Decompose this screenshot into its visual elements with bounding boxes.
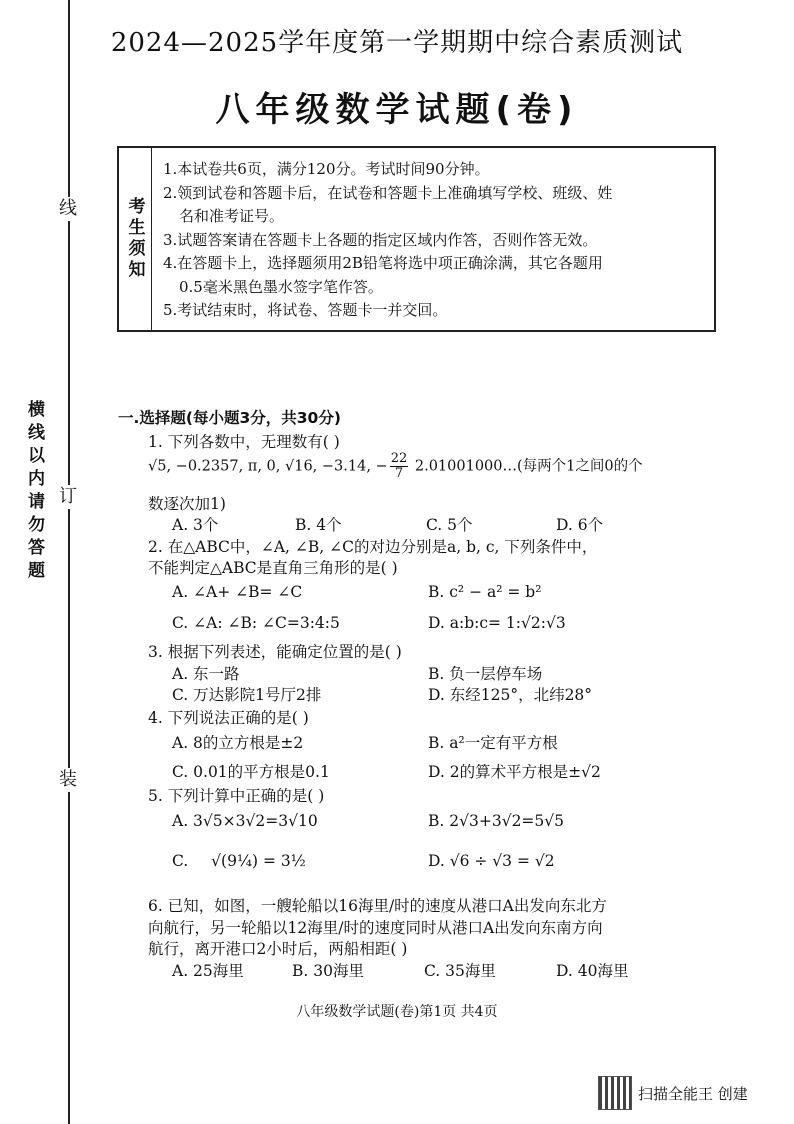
option-d: D. 2的算术平方根是±√2 [428,763,601,781]
option-b: B. 2√3+3√2=5√5 [428,812,565,830]
candidate-notice-box [117,146,716,332]
option-d: D. 6个 [556,516,604,534]
question-5-stem: 5. 下列计算中正确的是( ) [148,787,325,805]
section-title: 一.选择题(每小题3分，共30分) [118,409,341,427]
option-d: D. a:b:c= 1:√2:√3 [428,614,566,632]
option-a: A. ∠A+ ∠B= ∠C [172,583,303,601]
notice-item: 4.在答题卡上，选择题须用2B铅笔将选中项正确涂满，其它各题用 [163,254,603,272]
option-c [172,852,306,870]
option-b: B. 30海里 [292,962,364,980]
option-a: A. 3个 [172,516,219,534]
exam-subtitle: 八年级数学试题(卷) [215,90,579,130]
question-6-line1: 6. 已知，如图，一艘轮船以16海里/时的速度从港口A出发向东北方 [148,897,607,915]
option-b: B. 负一层停车场 [428,665,543,683]
page-footer: 八年级数学试题(卷)第1页 共4页 [296,1004,498,1020]
question-3-stem: 3. 根据下列表述，能确定位置的是( ) [148,643,402,661]
fraction-denominator: 7 [394,466,404,481]
option-a: A. 25海里 [172,962,244,980]
fraction [390,452,409,481]
question-1-continuation: 数逐次加1) [148,495,226,513]
notice-heading: 考生须知 [119,148,152,330]
margin-label-xian: 线 [56,197,80,221]
exam-title: 2024—2025学年度第一学期期中综合素质测试 [110,28,684,58]
option-c: C. 5个 [426,516,473,534]
question-6-line2: 向航行，另一轮船以12海里/时的速度同时从港口A出发向东南方向 [148,919,603,937]
question-6-line3: 航行，离开港口2小时后，两船相距( ) [148,940,408,958]
option-b: B. c² − a² = b² [428,583,542,601]
option-b: B. a²一定有平方根 [428,734,558,752]
option-c: C. 0.01的平方根是0.1 [172,763,330,781]
notice-item: 名和准考证号。 [179,207,285,225]
option-c-expression: √(9¼) = 3½ [211,852,306,870]
option-d: D. √6 ÷ √3 = √2 [428,852,555,870]
option-c: C. 35海里 [424,962,496,980]
option-d: D. 40海里 [556,962,629,980]
option-c: C. ∠A: ∠B: ∠C=3:4:5 [172,614,340,632]
option-a: A. 8的立方根是±2 [172,734,304,752]
notice-item: 2.领到试卷和答题卡后，在试卷和答题卡上准确填写学校、班级、姓 [163,183,613,202]
scanner-watermark: 扫描全能王 创建 [638,1085,748,1103]
question-1-number-list [148,452,643,481]
option-d: D. 东经125°，北纬28° [428,686,593,704]
notice-list [163,158,708,323]
notice-item: 3.试题答案请在答题卡上各题的指定区域内作答，否则作答无效。 [163,230,598,249]
question-2-stem: 2. 在△ABC中，∠A, ∠B, ∠C的对边分别是a, b, c, 下列条件中， [148,538,598,556]
option-c: C. 万达影院1号厅2排 [172,686,322,704]
question-2-stem-line2: 不能判定△ABC是直角三角形的是( ) [148,559,398,577]
notice-item: 0.5毫米黑色墨水签字笔作答。 [179,277,383,296]
margin-vertical-note: 横线以内请勿答题 [24,400,44,584]
notice-item: 5.考试结束时，将试卷、答题卡一并交回。 [163,301,448,319]
margin-label-zhuang: 装 [56,768,80,792]
number-list-part: √5, −0.2357, π, 0, √16, −3.14, − [148,458,388,475]
number-list-part: 2.01001000…(每两个1之间0的个 [414,458,643,475]
question-1-stem: 1. 下列各数中，无理数有( ) [148,433,340,451]
option-c-label: C. [172,852,189,870]
option-a: A. 3√5×3√2=3√10 [172,812,318,830]
option-b: B. 4个 [295,516,342,534]
option-a: A. 东一路 [172,665,240,683]
qr-code-icon [598,1076,632,1110]
margin-label-ding: 订 [56,485,80,509]
notice-item: 1.本试卷共6页，满分120分。考试时间90分钟。 [163,160,490,178]
question-4-stem: 4. 下列说法正确的是( ) [148,709,309,727]
fraction-numerator: 22 [390,451,408,466]
binding-line [68,0,70,1124]
